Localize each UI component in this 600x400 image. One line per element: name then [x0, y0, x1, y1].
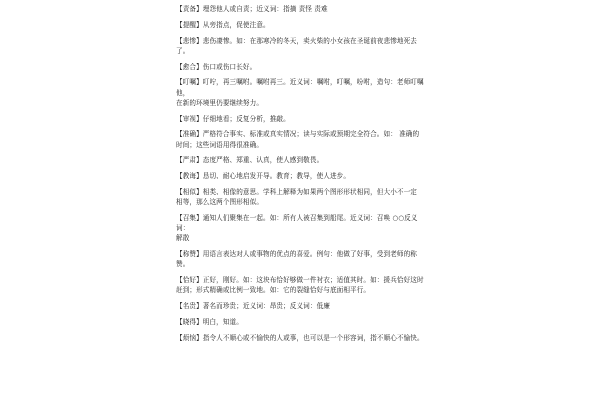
entry-line: 【烦恼】指令人不顺心或不愉快的人或事，也可以是一个形容词，指不顺心不愉快。 [176, 333, 424, 342]
entry-line: 相等，那么这两个图形相似。 [176, 198, 264, 207]
entry-xiaode [176, 317, 424, 327]
entry-line: 赞。 [176, 260, 190, 269]
entry-zebei [176, 4, 424, 14]
entry-line: 【责备】埋怨他人或自责；近义词：指摘 责怪 责难 [176, 5, 328, 13]
entry-line: 解散 [176, 234, 190, 243]
entry-line: 时间；这些词语用得很准确。 [176, 140, 264, 149]
entry-qiahao [176, 275, 424, 295]
entry-yuhe [176, 62, 424, 72]
entry-line: 【教诲】恳切、耐心地启发开导。教育；教导，使人进步。 [176, 172, 351, 181]
entry-line: 【审视】仔细地看；反复分析，推敲。 [176, 114, 290, 123]
entry-line: 【相似】相类、相像的意思。学科上解释为如果两个图形形状相同，但大小不一定 [176, 187, 417, 196]
entry-line: 【名贵】著名而珍贵；近义词：昂贵；反义词：低廉 [176, 302, 330, 311]
entry-line: 【叮嘱】叮咛，再三嘱咐。嘱咐再三。近义词：嘱咐，叮嘱，吩咐，造句：老师叮嘱他， [176, 78, 424, 97]
entry-line: 【恰好】正好，刚好。如：这块布恰好够做一件衬衣；适值其时。如：援兵恰好这时 [176, 276, 424, 285]
entry-zhaoji [176, 213, 424, 244]
entry-line: 赶到；形式精确或比例一致地。如：它的裂缝恰好与底面相平行。 [176, 286, 371, 295]
entry-line: 【准确】严格符合事实、标准或真实情况；读与实际或预期完全符合。如： 准确的 [176, 130, 420, 139]
entry-minggui [176, 301, 424, 311]
entry-tixing [176, 20, 424, 30]
entry-line: 【称赞】用语言表达对人或事物的优点的喜爱。例句：他做了好事，受到老师的称 [176, 250, 417, 259]
entry-shenshi [176, 114, 424, 124]
entry-line: 【提醒】从旁指点，促使注意。 [176, 20, 270, 29]
entry-xiangsi [176, 187, 424, 207]
entry-line: 【严肃】态度严格、郑重、认真，使人感到敬畏。 [176, 156, 324, 165]
entry-yansu [176, 155, 424, 165]
entry-beican [176, 36, 424, 56]
entry-line: 了。 [176, 46, 190, 55]
entry-line: 【悲惨】悲伤凄惨。如：在那寒冷的冬天，卖火柴的小女孩在圣诞前夜悲惨地死去 [176, 36, 417, 45]
entry-jiaohui [176, 171, 424, 181]
entry-line: 【召集】通知人们聚集在一起。如：所有人被召集到船尾。近义词：召唤 ○○反义词： [176, 213, 418, 233]
entry-line: 【愈合】伤口或伤口长好。 [176, 62, 257, 71]
entry-line: 在新的环境里仍要继续努力。 [176, 98, 264, 107]
entry-line: 【晓得】明白，知道。 [176, 317, 243, 326]
entry-dingzhu [176, 77, 424, 108]
entry-chengzan [176, 249, 424, 269]
entry-fannao [176, 333, 424, 343]
entry-zhunque [176, 129, 424, 149]
